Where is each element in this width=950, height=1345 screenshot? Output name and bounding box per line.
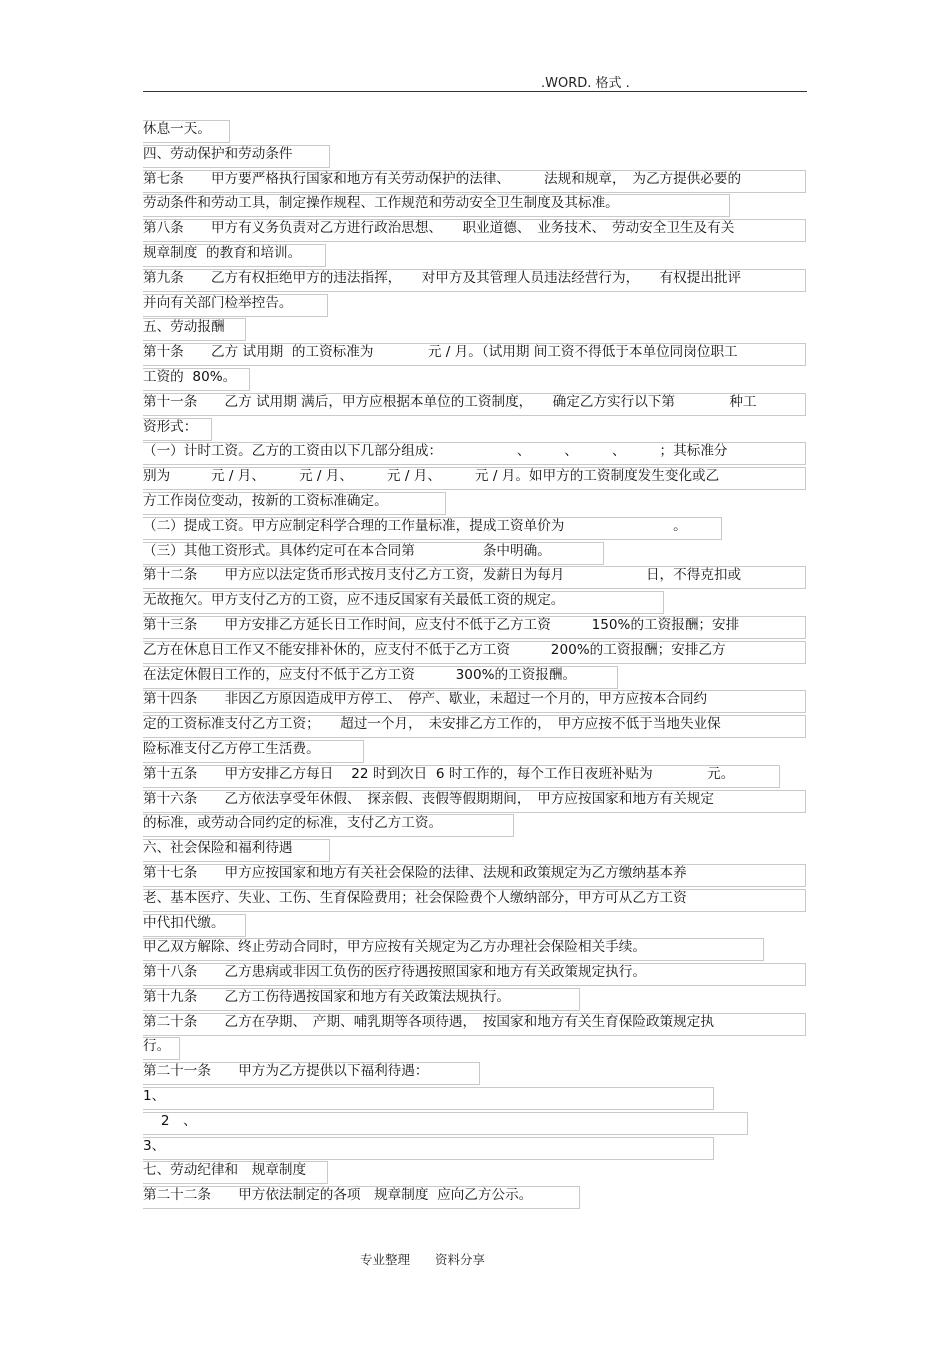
line-text: 别为 元 / 月、 元 / 月、 元 / 月、 元 / 月。如甲方的工资制度发生变化或乙 bbox=[143, 468, 720, 485]
document-line bbox=[143, 762, 807, 787]
line-text: 老、基本医疗、失业、工伤、生育保险费用；社会保险费个人缴纳部分，甲方可从乙方工资 bbox=[143, 889, 687, 906]
line-text: 第十三条 甲方安排乙方延长日工作时间，应支付不低于乙方工资 150%的工资报酬；安排 bbox=[143, 616, 740, 633]
line-text: 第二十条 乙方在孕期、 产期、哺乳期等各项待遇， 按国家和地方有关生育保险政策规定执 bbox=[143, 1013, 714, 1030]
document-line bbox=[143, 216, 807, 241]
document-line bbox=[143, 1010, 807, 1035]
line-text: 甲乙双方解除、终止劳动合同时，甲方应按有关规定为乙方办理社会保险相关手续。 bbox=[143, 939, 646, 956]
page-header: .WORD. 格式 . bbox=[541, 76, 630, 91]
document-line bbox=[143, 241, 807, 266]
document-line bbox=[143, 415, 807, 440]
document-body bbox=[143, 117, 807, 1208]
document-line bbox=[143, 886, 807, 911]
document-line bbox=[143, 911, 807, 936]
line-text: 第八条 甲方有义务负责对乙方进行政治思想、 职业道德、 业务技术、 劳动安全卫生及有关 bbox=[143, 220, 735, 237]
document-line bbox=[143, 1084, 807, 1109]
line-text: 3、 bbox=[143, 1137, 166, 1154]
document-line bbox=[143, 1134, 807, 1159]
document-line bbox=[143, 514, 807, 539]
document-line bbox=[143, 365, 807, 390]
line-text: 的标准，或劳动合同约定的标准，支付乙方工资。 bbox=[143, 815, 443, 832]
document-line bbox=[143, 539, 807, 564]
line-text: 工资的 80%。 bbox=[143, 368, 237, 385]
line-text: 乙方在休息日工作又不能安排补休的，应支付不低于乙方工资 200%的工资报酬；安排乙方 bbox=[143, 641, 726, 658]
line-text: 行。 bbox=[143, 1038, 171, 1055]
line-frame bbox=[143, 1137, 714, 1160]
line-text: 第十九条 乙方工伤待遇按国家和地方有关政策法规执行。 bbox=[143, 988, 511, 1005]
document-line bbox=[143, 1183, 807, 1208]
line-text: 第十二条 甲方应以法定货币形式按月支付乙方工资，发薪日为每月 日，不得克扣或 bbox=[143, 567, 742, 584]
line-text: 第九条 乙方有权拒绝甲方的违法指挥， 对甲方及其管理人员违法经营行为， 有权提出批评 bbox=[143, 269, 742, 286]
document-line bbox=[143, 638, 807, 663]
line-text: 在法定休假日工作的，应支付不低于乙方工资 300%的工资报酬。 bbox=[143, 666, 577, 683]
document-line bbox=[143, 588, 807, 613]
line-text: 2 、 bbox=[143, 1112, 197, 1129]
document-line bbox=[143, 117, 807, 142]
line-text: 资形式： bbox=[143, 418, 198, 435]
document-line bbox=[143, 811, 807, 836]
document-line bbox=[143, 1109, 807, 1134]
document-line bbox=[143, 1034, 807, 1059]
line-text: 并向有关部门检举控告。 bbox=[143, 294, 293, 311]
line-text: （一）计时工资。乙方的工资由以下几部分组成： 、 、 、 ；其标准分 bbox=[143, 443, 728, 460]
line-text: 第二十二条 甲方依法制定的各项 规章制度 应向乙方公示。 bbox=[143, 1187, 533, 1204]
document-line bbox=[143, 935, 807, 960]
line-text: 四、劳动保护和劳动条件 bbox=[143, 145, 293, 162]
line-text: 第十四条 非因乙方原因造成甲方停工、 停产、歇业，未超过一个月的，甲方应按本合同约 bbox=[143, 691, 708, 708]
line-text: 第十五条 甲方安排乙方每日 22 时到次日 6 时工作的，每个工作日夜班补贴为 元。 bbox=[143, 765, 735, 782]
document-line bbox=[143, 266, 807, 291]
document-line bbox=[143, 315, 807, 340]
line-text: 五、劳动报酬 bbox=[143, 319, 225, 336]
document-line bbox=[143, 464, 807, 489]
document-line bbox=[143, 613, 807, 638]
document-line bbox=[143, 390, 807, 415]
document-line bbox=[143, 663, 807, 688]
document-line bbox=[143, 340, 807, 365]
document-line bbox=[143, 787, 807, 812]
line-frame bbox=[143, 1087, 714, 1110]
line-text: 第二十一条 甲方为乙方提供以下福利待遇： bbox=[143, 1063, 429, 1080]
line-text: （二）提成工资。甲方应制定科学合理的工作量标准，提成工资单价为 。 bbox=[143, 517, 687, 534]
line-text: 中代扣代缴。 bbox=[143, 914, 225, 931]
document-line bbox=[143, 861, 807, 886]
line-text: 方工作岗位变动，按新的工资标准确定。 bbox=[143, 492, 388, 509]
document-line bbox=[143, 291, 807, 316]
page-footer: 专业整理 资料分享 bbox=[360, 1252, 486, 1267]
line-text: 第十七条 甲方应按国家和地方有关社会保险的法律、法规和政策规定为乙方缴纳基本养 bbox=[143, 864, 687, 881]
line-text: 第十六条 乙方依法享受年休假、 探亲假、丧假等假期期间， 甲方应按国家和地方有关规定 bbox=[143, 790, 714, 807]
document-line bbox=[143, 712, 807, 737]
line-text: 七、劳动纪律和 规章制度 bbox=[143, 1162, 307, 1179]
document-line bbox=[143, 960, 807, 985]
document-line bbox=[143, 687, 807, 712]
line-text: 定的工资标准支付乙方工资； 超过一个月， 未安排乙方工作的， 甲方应按不低于当地失业保 bbox=[143, 716, 721, 733]
line-text: 险标准支付乙方停工生活费。 bbox=[143, 740, 320, 757]
document-line bbox=[143, 563, 807, 588]
line-text: 休息一天。 bbox=[143, 121, 211, 137]
line-text: 劳动条件和劳动工具，制定操作规程、工作规范和劳动安全卫生制度及其标准。 bbox=[143, 195, 619, 212]
document-line bbox=[143, 167, 807, 192]
line-text: 无故拖欠。甲方支付乙方的工资，应不违反国家有关最低工资的规定。 bbox=[143, 592, 565, 609]
document-line bbox=[143, 1158, 807, 1183]
document-line bbox=[143, 836, 807, 861]
line-text: 第十八条 乙方患病或非因工负伤的医疗待遇按照国家和地方有关政策规定执行。 bbox=[143, 964, 646, 981]
line-text: 第十条 乙方 试用期 的工资标准为 元 / 月。（试用期 间工资不得低于本单位同岗位职工 bbox=[143, 344, 738, 361]
document-line bbox=[143, 1059, 807, 1084]
document-line bbox=[143, 985, 807, 1010]
document-line bbox=[143, 439, 807, 464]
document-line bbox=[143, 142, 807, 167]
line-text: 第七条 甲方要严格执行国家和地方有关劳动保护的法律、 法规和规章， 为乙方提供必要的 bbox=[143, 170, 742, 187]
line-text: （三）其他工资形式。具体约定可在本合同第 条中明确。 bbox=[143, 542, 551, 559]
line-text: 六、社会保险和福利待遇 bbox=[143, 840, 293, 857]
line-text: 第十一条 乙方 试用期 满后，甲方应根据本单位的工资制度， 确定乙方实行以下第 种工 bbox=[143, 393, 757, 410]
document-line bbox=[143, 489, 807, 514]
line-text: 1、 bbox=[143, 1088, 166, 1105]
header-rule bbox=[143, 91, 807, 92]
line-text: 规章制度 的教育和培训。 bbox=[143, 244, 302, 261]
document-line bbox=[143, 737, 807, 762]
document-line bbox=[143, 191, 807, 216]
line-frame bbox=[143, 1112, 748, 1135]
